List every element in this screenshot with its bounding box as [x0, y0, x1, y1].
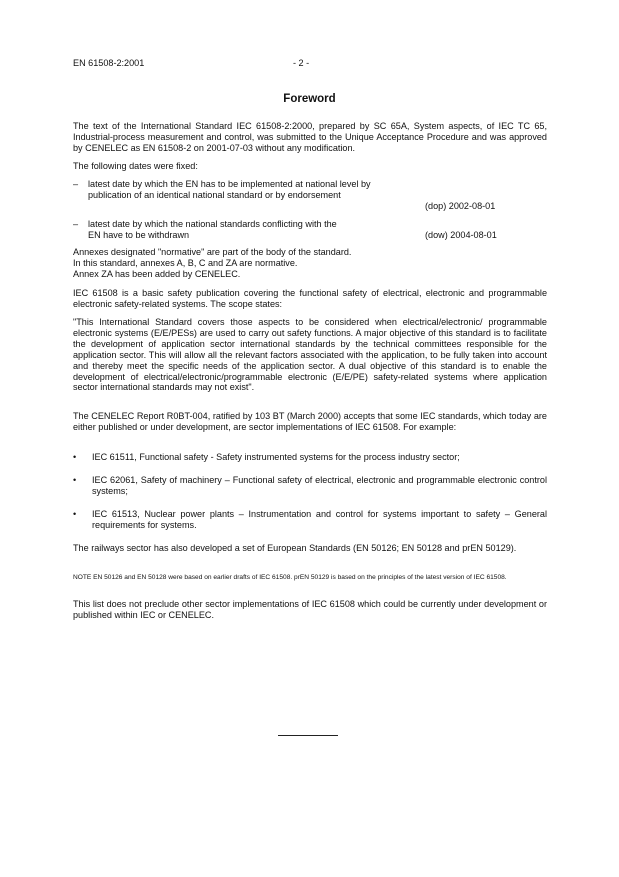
date-item-dow [73, 219, 547, 241]
dash-marker: – [73, 219, 79, 229]
section-title: Foreword [283, 93, 336, 105]
annex-line: In this standard, annexes A, B, C and ZA are normative. [73, 257, 298, 268]
final-paragraph: This list does not preclude other sector implementations of IEC 61508 which could be currently under development or published within IEC or CENELEC. [73, 599, 547, 620]
bullet-text: IEC 62061, Safety of machinery – Functional safety of electrical, electronic and programmable electronic control systems; [92, 475, 547, 496]
page-number: - 2 - [293, 58, 310, 68]
bullet-item [73, 452, 547, 463]
end-rule [278, 735, 338, 736]
dates-intro: The following dates were fixed: [73, 161, 198, 171]
date-item-text: latest date by which the national standards conflicting with the EN have to be withdrawn [88, 219, 337, 240]
document-id: EN 61508-2:2001 [73, 58, 145, 68]
date-item-code: (dow) 2004-08-01 [425, 230, 497, 241]
bullet-marker: • [73, 452, 77, 462]
bullet-marker: • [73, 475, 77, 485]
bullet-item [73, 509, 547, 531]
scope-quote: "This International Standard covers those aspects to be considered when electrical/electronic/ programmable electronic systems (E/E/PESs) are used to carry out safety functions. A major objective of this standard is to facilitate the development of application sector international standards by the technical committees responsible for the application sector. This will allow all the relevant factors associated with the application, to be fully taken into account and thereby meet the specific needs of the application sector. A dual objective of this standard is to enable the development of electrical/electronic/programmable electronic (E/E/PE) safety-related systems where application sector international standards may not exist". [73, 317, 547, 393]
bullet-item [73, 475, 547, 497]
bullet-marker: • [73, 509, 77, 519]
bullet-text: IEC 61513, Nuclear power plants – Instrumentation and control for systems important to safety – General requirements for systems. [92, 509, 547, 530]
railways-paragraph: The railways sector has also developed a set of European Standards (EN 50126; EN 50128 and prEN 50129). [73, 543, 517, 553]
note: NOTE EN 50126 and EN 50128 were based on earlier drafts of IEC 61508. prEN 50129 is based on the principles of the latest version of IEC 61508. [73, 574, 507, 581]
annex-line: Annex ZA has been added by CENELEC. [73, 268, 241, 279]
cenelec-paragraph: The CENELEC Report R0BT-004, ratified by 103 BT (March 2000) accepts that some IEC standards, which today are either published or under development, are sector implementations of IEC 61508. For example: [73, 411, 547, 432]
bullet-text: IEC 61511, Functional safety - Safety instrumented systems for the process industry sector; [92, 452, 460, 462]
annex-notes [73, 247, 547, 280]
annex-line: Annexes designated "normative" are part of the body of the standard. [73, 247, 352, 257]
scope-paragraph: IEC 61508 is a basic safety publication covering the functional safety of electrical, electronic and programmable electronic safety-related systems. The scope states: [73, 288, 547, 309]
date-item-text: latest date by which the EN has to be implemented at national level by publication of an identical national standard or by endorsement [88, 179, 371, 200]
foreword-paragraph: The text of the International Standard IEC 61508-2:2000, prepared by SC 65A, System aspects, of IEC TC 65, Industrial-process measurement and control, was submitted to the Unique Acceptance Procedure and was approved by CENELEC as EN 61508-2 on 2001-07-03 without any modification. [73, 121, 547, 153]
date-item-dop [73, 179, 547, 212]
dash-marker: – [73, 179, 79, 189]
date-item-code: (dop) 2002-08-01 [425, 201, 496, 212]
